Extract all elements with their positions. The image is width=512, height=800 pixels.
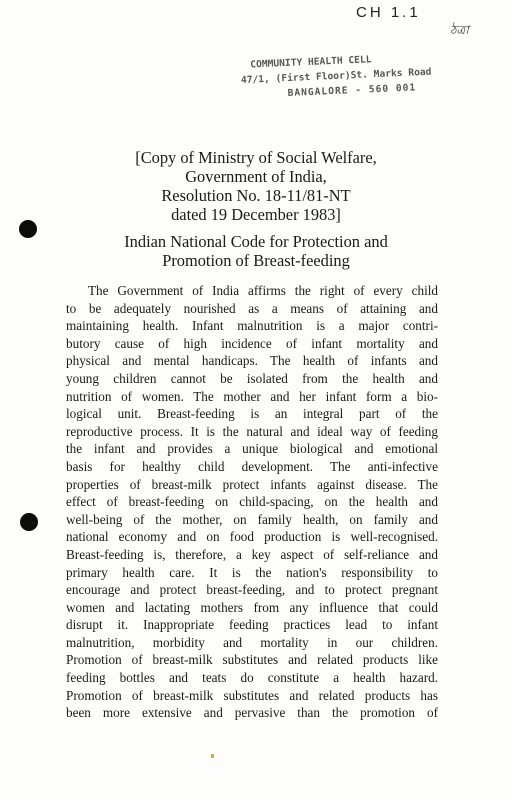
body-line: feeding bottles and teats do constitute a health hazard. xyxy=(66,670,438,686)
body-line: Promotion of breast-milk substitutes and related products like xyxy=(66,652,438,668)
body-line: effect of breast-feeding on child-spacing, on the health and xyxy=(66,494,438,510)
body-line: been more extensive and pervasive than the promotion of xyxy=(66,705,438,721)
paper-speck xyxy=(211,754,214,758)
stamp-line-3: BANGALORE - 560 001 xyxy=(287,82,417,99)
handwritten-note: ঠত্রা xyxy=(450,23,469,37)
body-line: The Government of India affirms the right of every child xyxy=(88,283,438,298)
stamp-line-2: 47/1, (First Floor)St. Marks Road xyxy=(240,66,432,86)
header-line-4: dated 19 December 1983] xyxy=(171,205,341,224)
body-line: disrupt it. Inappropriate feeding practices lead to infant xyxy=(66,617,438,633)
body-line: well-being of the mother, on family health, on family and xyxy=(66,511,438,527)
punch-hole-bottom xyxy=(20,513,38,531)
body-line: encourage and protect breast-feeding, and to protect pregnant xyxy=(66,582,438,598)
body-line: primary health care. It is the nation's responsibility to xyxy=(66,564,438,580)
library-stamp xyxy=(240,48,474,103)
body-line: national economy and on food production is well-recognised. xyxy=(66,529,438,545)
document-title xyxy=(0,232,512,270)
stamp-line-1: COMMUNITY HEALTH CELL xyxy=(250,54,372,71)
header-line-3: Resolution No. 18-11/81-NT xyxy=(161,186,351,205)
resolution-header xyxy=(0,148,512,224)
body-line: maintaining health. Infant malnutrition is a major contri- xyxy=(66,318,438,334)
body-line: young children cannot be isolated from the health and xyxy=(66,370,438,386)
header-line-2: Government of India, xyxy=(185,167,327,186)
body-line: to be adequately nourished as a means of attaining and xyxy=(66,300,438,316)
title-line-2: Promotion of Breast-feeding xyxy=(162,251,350,270)
body-line: basis for healthy child development. The anti-infective xyxy=(66,458,438,474)
body-line: women and lactating mothers from any influence that could xyxy=(66,599,438,615)
body-line: logical unit. Breast-feeding is an integral part of the xyxy=(66,406,438,422)
body-line: properties of breast-milk protect infants against disease. The xyxy=(66,476,438,492)
body-line: the infant and provides a unique biological and emotional xyxy=(66,441,438,457)
body-line: butory cause of high incidence of infant mortality and xyxy=(66,335,438,351)
body-line: Breast-feeding is, therefore, a key aspect of self-reliance and xyxy=(66,546,438,562)
body-paragraph xyxy=(66,282,438,722)
body-line: Promotion of breast-milk substitutes and related products has xyxy=(66,687,438,703)
body-line: physical and mental handicaps. The health of infants and xyxy=(66,353,438,369)
body-line: nutrition of women. The mother and her infant form a bio- xyxy=(66,388,438,404)
document-code: CH 1.1 xyxy=(356,4,421,21)
title-line-1: Indian National Code for Protection and xyxy=(124,232,388,251)
header-line-1: [Copy of Ministry of Social Welfare, xyxy=(135,148,377,167)
body-line: malnutrition, morbidity and mortality in our children. xyxy=(66,634,438,650)
body-line: reproductive process. It is the natural and ideal way of feeding xyxy=(66,423,438,439)
